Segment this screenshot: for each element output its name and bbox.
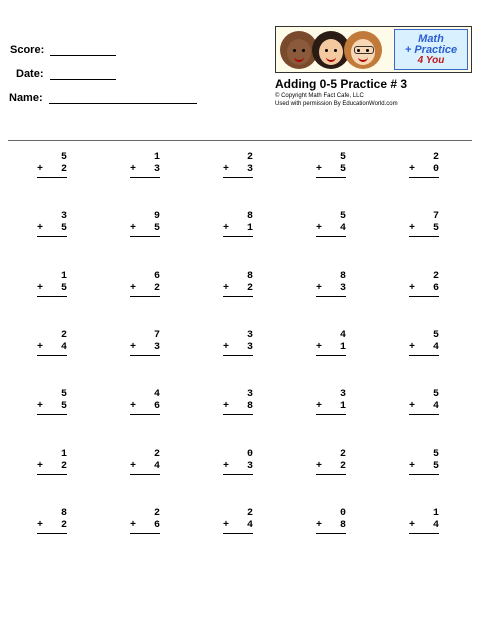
- addend-top: 8: [339, 271, 346, 282]
- plus-sign: +: [37, 461, 44, 472]
- addend-bottom: 4: [432, 520, 439, 531]
- answer-line[interactable]: [37, 177, 67, 178]
- addend-bottom-row: [130, 283, 160, 295]
- addend-bottom-row: [409, 342, 439, 354]
- addend-top: 3: [246, 330, 253, 341]
- addend-bottom: 5: [60, 401, 67, 412]
- addend-top: 7: [432, 211, 439, 222]
- addend-top: 8: [246, 271, 253, 282]
- addend-top: 8: [60, 508, 67, 519]
- addend-top: 1: [153, 152, 160, 163]
- addend-top: 0: [246, 449, 253, 460]
- addition-problem: [409, 211, 439, 237]
- addend-top: 1: [60, 271, 67, 282]
- answer-line[interactable]: [409, 177, 439, 178]
- addend-bottom-row: [223, 342, 253, 354]
- addend-bottom: 4: [339, 223, 346, 234]
- answer-line[interactable]: [37, 414, 67, 415]
- answer-line[interactable]: [409, 533, 439, 534]
- addend-bottom-row: [37, 520, 67, 532]
- plus-sign: +: [316, 401, 323, 412]
- answer-line[interactable]: [223, 474, 253, 475]
- addend-bottom: 1: [339, 342, 346, 353]
- answer-line[interactable]: [316, 177, 346, 178]
- plus-sign: +: [130, 461, 137, 472]
- plus-sign: +: [409, 461, 416, 472]
- answer-line[interactable]: [409, 414, 439, 415]
- addend-bottom: 3: [153, 164, 160, 175]
- addend-bottom-row: [130, 520, 160, 532]
- addend-bottom: 4: [60, 342, 67, 353]
- plus-sign: +: [37, 223, 44, 234]
- answer-line[interactable]: [37, 236, 67, 237]
- addition-problem: [130, 330, 160, 356]
- plus-sign: +: [316, 283, 323, 294]
- addend-top: 9: [153, 211, 160, 222]
- addition-problem: [37, 449, 67, 475]
- addition-problem: [316, 508, 346, 534]
- answer-line[interactable]: [316, 236, 346, 237]
- addend-bottom-row: [409, 401, 439, 413]
- addend-bottom-row: [223, 401, 253, 413]
- addend-bottom-row: [130, 164, 160, 176]
- addend-top: 2: [432, 271, 439, 282]
- plus-sign: +: [130, 520, 137, 531]
- addition-problem: [223, 389, 253, 415]
- answer-line[interactable]: [223, 296, 253, 297]
- addition-problem: [130, 271, 160, 297]
- addend-bottom: 6: [153, 401, 160, 412]
- addend-bottom-row: [409, 223, 439, 235]
- plus-sign: +: [130, 223, 137, 234]
- answer-line[interactable]: [37, 355, 67, 356]
- addend-top: 8: [246, 211, 253, 222]
- addend-bottom: 5: [60, 283, 67, 294]
- answer-line[interactable]: [37, 533, 67, 534]
- name-field: [9, 92, 197, 104]
- addition-problem: [223, 271, 253, 297]
- plus-sign: +: [316, 164, 323, 175]
- addend-bottom-row: [130, 461, 160, 473]
- addend-bottom: 8: [246, 401, 253, 412]
- answer-line[interactable]: [409, 236, 439, 237]
- addend-top: 5: [432, 330, 439, 341]
- date-field: [16, 68, 116, 80]
- answer-line[interactable]: [130, 414, 160, 415]
- addend-bottom-row: [223, 164, 253, 176]
- plus-sign: +: [409, 164, 416, 175]
- addend-top: 5: [339, 211, 346, 222]
- addend-bottom: 5: [432, 461, 439, 472]
- addend-bottom-row: [316, 461, 346, 473]
- addend-bottom: 3: [339, 283, 346, 294]
- addend-bottom: 6: [153, 520, 160, 531]
- addition-problem: [409, 330, 439, 356]
- addition-problem: [37, 508, 67, 534]
- addend-bottom-row: [409, 283, 439, 295]
- addend-top: 2: [153, 449, 160, 460]
- addend-bottom-row: [316, 520, 346, 532]
- addition-problem: [130, 508, 160, 534]
- addend-bottom-row: [223, 223, 253, 235]
- addition-problem: [37, 211, 67, 237]
- addend-bottom-row: [316, 342, 346, 354]
- addend-top: 2: [339, 449, 346, 460]
- addend-bottom-row: [409, 461, 439, 473]
- addition-problem: [409, 449, 439, 475]
- addend-bottom: 4: [432, 342, 439, 353]
- answer-line[interactable]: [130, 296, 160, 297]
- answer-line[interactable]: [130, 355, 160, 356]
- kid-illustration-icon: [344, 31, 382, 69]
- addition-problem: [409, 508, 439, 534]
- plus-sign: +: [130, 342, 137, 353]
- plus-sign: +: [223, 461, 230, 472]
- addend-bottom-row: [223, 461, 253, 473]
- addend-bottom: 0: [432, 164, 439, 175]
- name-blank[interactable]: [49, 92, 197, 104]
- addend-bottom: 3: [246, 461, 253, 472]
- addend-bottom: 5: [153, 223, 160, 234]
- answer-line[interactable]: [409, 296, 439, 297]
- plus-sign: +: [409, 342, 416, 353]
- addend-top: 5: [432, 389, 439, 400]
- answer-line[interactable]: [37, 474, 67, 475]
- addend-bottom-row: [316, 401, 346, 413]
- plus-sign: +: [130, 401, 137, 412]
- plus-sign: +: [130, 283, 137, 294]
- addend-bottom: 1: [246, 223, 253, 234]
- addend-bottom: 2: [60, 461, 67, 472]
- plus-sign: +: [37, 164, 44, 175]
- addition-problem: [37, 152, 67, 178]
- addend-bottom: 8: [339, 520, 346, 531]
- logo-line-3: 4 You: [417, 54, 445, 66]
- addend-bottom-row: [130, 223, 160, 235]
- logo-line-2: + Practice: [404, 43, 458, 56]
- addition-problem: [316, 211, 346, 237]
- answer-line[interactable]: [223, 355, 253, 356]
- addend-top: 5: [339, 152, 346, 163]
- answer-line[interactable]: [223, 533, 253, 534]
- plus-sign: +: [409, 283, 416, 294]
- addend-bottom-row: [223, 520, 253, 532]
- plus-sign: +: [316, 520, 323, 531]
- plus-sign: +: [223, 164, 230, 175]
- plus-sign: +: [409, 401, 416, 412]
- score-label: Score:: [10, 44, 45, 56]
- addition-problem: [37, 389, 67, 415]
- addend-bottom-row: [130, 342, 160, 354]
- plus-sign: +: [409, 223, 416, 234]
- addend-bottom: 4: [153, 461, 160, 472]
- plus-sign: +: [223, 283, 230, 294]
- answer-line[interactable]: [409, 355, 439, 356]
- answer-line[interactable]: [130, 177, 160, 178]
- plus-sign: +: [223, 520, 230, 531]
- addend-top: 2: [153, 508, 160, 519]
- addition-problem: [223, 508, 253, 534]
- addend-top: 6: [153, 271, 160, 282]
- addend-bottom: 2: [60, 164, 67, 175]
- addition-problem: [130, 389, 160, 415]
- addend-bottom: 1: [339, 401, 346, 412]
- date-label: Date:: [16, 68, 44, 80]
- addend-top: 5: [432, 449, 439, 460]
- answer-line[interactable]: [223, 414, 253, 415]
- plus-sign: +: [409, 520, 416, 531]
- addition-problem: [223, 152, 253, 178]
- addend-top: 2: [246, 152, 253, 163]
- addend-top: 4: [339, 330, 346, 341]
- addition-problem: [316, 152, 346, 178]
- plus-sign: +: [316, 461, 323, 472]
- answer-line[interactable]: [130, 236, 160, 237]
- addend-top: 1: [432, 508, 439, 519]
- score-field: [10, 44, 116, 56]
- addition-problem: [37, 330, 67, 356]
- addend-top: 3: [60, 211, 67, 222]
- addend-top: 0: [339, 508, 346, 519]
- answer-line[interactable]: [316, 474, 346, 475]
- plus-sign: +: [316, 223, 323, 234]
- addend-bottom-row: [37, 401, 67, 413]
- addend-top: 2: [60, 330, 67, 341]
- date-blank[interactable]: [50, 68, 116, 80]
- addend-bottom-row: [316, 223, 346, 235]
- addend-bottom-row: [316, 164, 346, 176]
- header-banner: [275, 26, 472, 73]
- addend-bottom: 5: [339, 164, 346, 175]
- answer-line[interactable]: [409, 474, 439, 475]
- addend-bottom-row: [316, 283, 346, 295]
- addition-problem: [316, 449, 346, 475]
- addend-bottom: 2: [153, 283, 160, 294]
- addend-bottom: 3: [246, 342, 253, 353]
- plus-sign: +: [37, 342, 44, 353]
- answer-line[interactable]: [130, 474, 160, 475]
- plus-sign: +: [223, 401, 230, 412]
- plus-sign: +: [223, 342, 230, 353]
- addend-top: 5: [60, 389, 67, 400]
- addend-bottom-row: [37, 223, 67, 235]
- addition-problem: [223, 211, 253, 237]
- addition-problem: [130, 152, 160, 178]
- addend-bottom: 4: [432, 401, 439, 412]
- math-practice-logo: [394, 29, 468, 70]
- addition-problem: [316, 389, 346, 415]
- addition-problem: [316, 330, 346, 356]
- addend-top: 4: [153, 389, 160, 400]
- addend-top: 2: [432, 152, 439, 163]
- addition-problem: [409, 271, 439, 297]
- addend-bottom: 6: [432, 283, 439, 294]
- divider: [8, 140, 472, 141]
- answer-line[interactable]: [37, 296, 67, 297]
- answer-line[interactable]: [316, 296, 346, 297]
- addend-bottom: 5: [60, 223, 67, 234]
- addition-problem: [130, 449, 160, 475]
- addend-bottom: 5: [432, 223, 439, 234]
- answer-line[interactable]: [316, 414, 346, 415]
- addition-problem: [223, 449, 253, 475]
- addend-bottom-row: [409, 164, 439, 176]
- addend-top: 5: [60, 152, 67, 163]
- addend-bottom: 2: [339, 461, 346, 472]
- permission-text: Used with permission By EducationWorld.com: [275, 101, 398, 107]
- plus-sign: +: [316, 342, 323, 353]
- addend-bottom-row: [37, 283, 67, 295]
- addend-top: 3: [246, 389, 253, 400]
- addend-bottom-row: [223, 283, 253, 295]
- addition-problem: [409, 152, 439, 178]
- plus-sign: +: [223, 223, 230, 234]
- answer-line[interactable]: [223, 177, 253, 178]
- addition-problem: [409, 389, 439, 415]
- copyright-text: © Copyright Math Fact Cafe, LLC: [275, 93, 364, 99]
- addend-top: 1: [60, 449, 67, 460]
- addend-top: 3: [339, 389, 346, 400]
- addend-bottom-row: [37, 342, 67, 354]
- addend-bottom-row: [37, 164, 67, 176]
- addend-bottom-row: [130, 401, 160, 413]
- plus-sign: +: [37, 283, 44, 294]
- addend-bottom: 3: [246, 164, 253, 175]
- addend-bottom: 3: [153, 342, 160, 353]
- score-blank[interactable]: [50, 44, 116, 56]
- plus-sign: +: [37, 520, 44, 531]
- addend-top: 2: [246, 508, 253, 519]
- answer-line[interactable]: [130, 533, 160, 534]
- addition-problem: [223, 330, 253, 356]
- plus-sign: +: [130, 164, 137, 175]
- name-label: Name:: [9, 92, 43, 104]
- addition-problem: [316, 271, 346, 297]
- plus-sign: +: [37, 401, 44, 412]
- addend-bottom: 2: [246, 283, 253, 294]
- answer-line[interactable]: [316, 355, 346, 356]
- addition-problem: [130, 211, 160, 237]
- logo-line-1: Math: [418, 32, 444, 45]
- addend-bottom: 2: [60, 520, 67, 531]
- addend-bottom-row: [37, 461, 67, 473]
- addition-problem: [37, 271, 67, 297]
- answer-line[interactable]: [316, 533, 346, 534]
- addend-top: 7: [153, 330, 160, 341]
- addend-bottom-row: [409, 520, 439, 532]
- answer-line[interactable]: [223, 236, 253, 237]
- addend-bottom: 4: [246, 520, 253, 531]
- worksheet-title: Adding 0-5 Practice # 3: [275, 77, 408, 91]
